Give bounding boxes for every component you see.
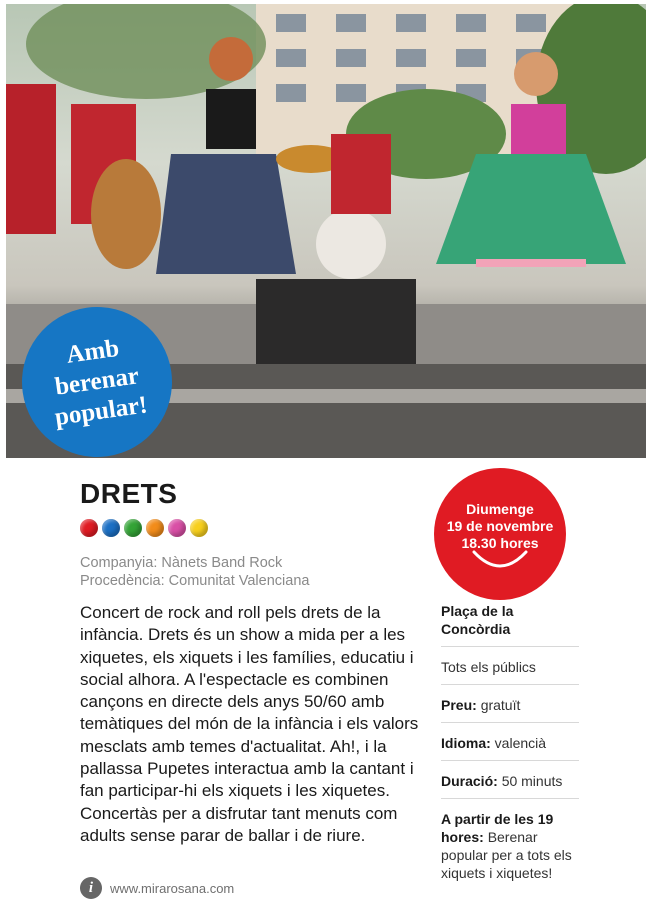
date-badge: [434, 468, 566, 600]
category-dot-red: [80, 519, 98, 537]
price-label: Preu:: [441, 697, 477, 713]
language-label: Idioma:: [441, 735, 491, 751]
company-line: Companyia: Nànets Band Rock: [80, 555, 283, 571]
duration-value: 50 minuts: [501, 773, 563, 789]
detail-place: [441, 600, 579, 647]
website-link[interactable]: www.mirarosana.com: [110, 880, 235, 896]
event-title: DRETS: [80, 478, 178, 509]
snack-badge-text: Amb berenar popular!: [53, 334, 150, 432]
category-dot-yellow: [190, 519, 208, 537]
event-details: [441, 600, 579, 899]
category-dot-pink: [168, 519, 186, 537]
website-row: [80, 877, 234, 899]
place-value: Plaça de la Concòrdia: [441, 603, 514, 637]
detail-price: [441, 694, 579, 723]
extra-label: A partir de les 19 hores:: [441, 811, 554, 845]
date-day: Diumenge: [466, 501, 534, 517]
category-dot-orange: [146, 519, 164, 537]
event-meta: [80, 554, 309, 590]
date-time: 18.30 hores: [461, 535, 539, 551]
event-description: Concert de rock and roll pels drets de la infància. Drets és un show a mida per a les xiquetes, els xiquets i les famílies, educatiu i social alhora. A l'espectacle es combinen cançons en directe dels anys 50/60 amb temàtiques del món de la infància i els valors mesclats amb temes d'actualitat. Ah!, i la pallassa Pupetes interactua amb la cantant i fan participar-hi els xiquets i les xiquetes. Concertàs per a disfrutar tant menuts com adults sense parar de ballar i de riure.: [80, 603, 419, 845]
price-value: gratuït: [480, 697, 521, 713]
date-date: 19 de novembre: [446, 518, 554, 534]
category-dot-green: [124, 519, 142, 537]
detail-language: [441, 732, 579, 761]
language-value: valencià: [494, 735, 547, 751]
info-icon: i: [80, 877, 102, 899]
duration-label: Duració:: [441, 773, 498, 789]
smile-icon: [470, 546, 530, 576]
category-dot-blue: [102, 519, 120, 537]
origin-line: Procedència: Comunitat Valenciana: [80, 573, 310, 589]
extra-value: Berenar popular per a tots els xiquets i xiquetes!: [441, 829, 572, 881]
detail-duration: [441, 770, 579, 799]
audience-value: Tots els públics: [441, 659, 536, 675]
detail-extra: [441, 808, 579, 890]
detail-audience: [441, 656, 579, 685]
category-dots: [80, 519, 208, 537]
